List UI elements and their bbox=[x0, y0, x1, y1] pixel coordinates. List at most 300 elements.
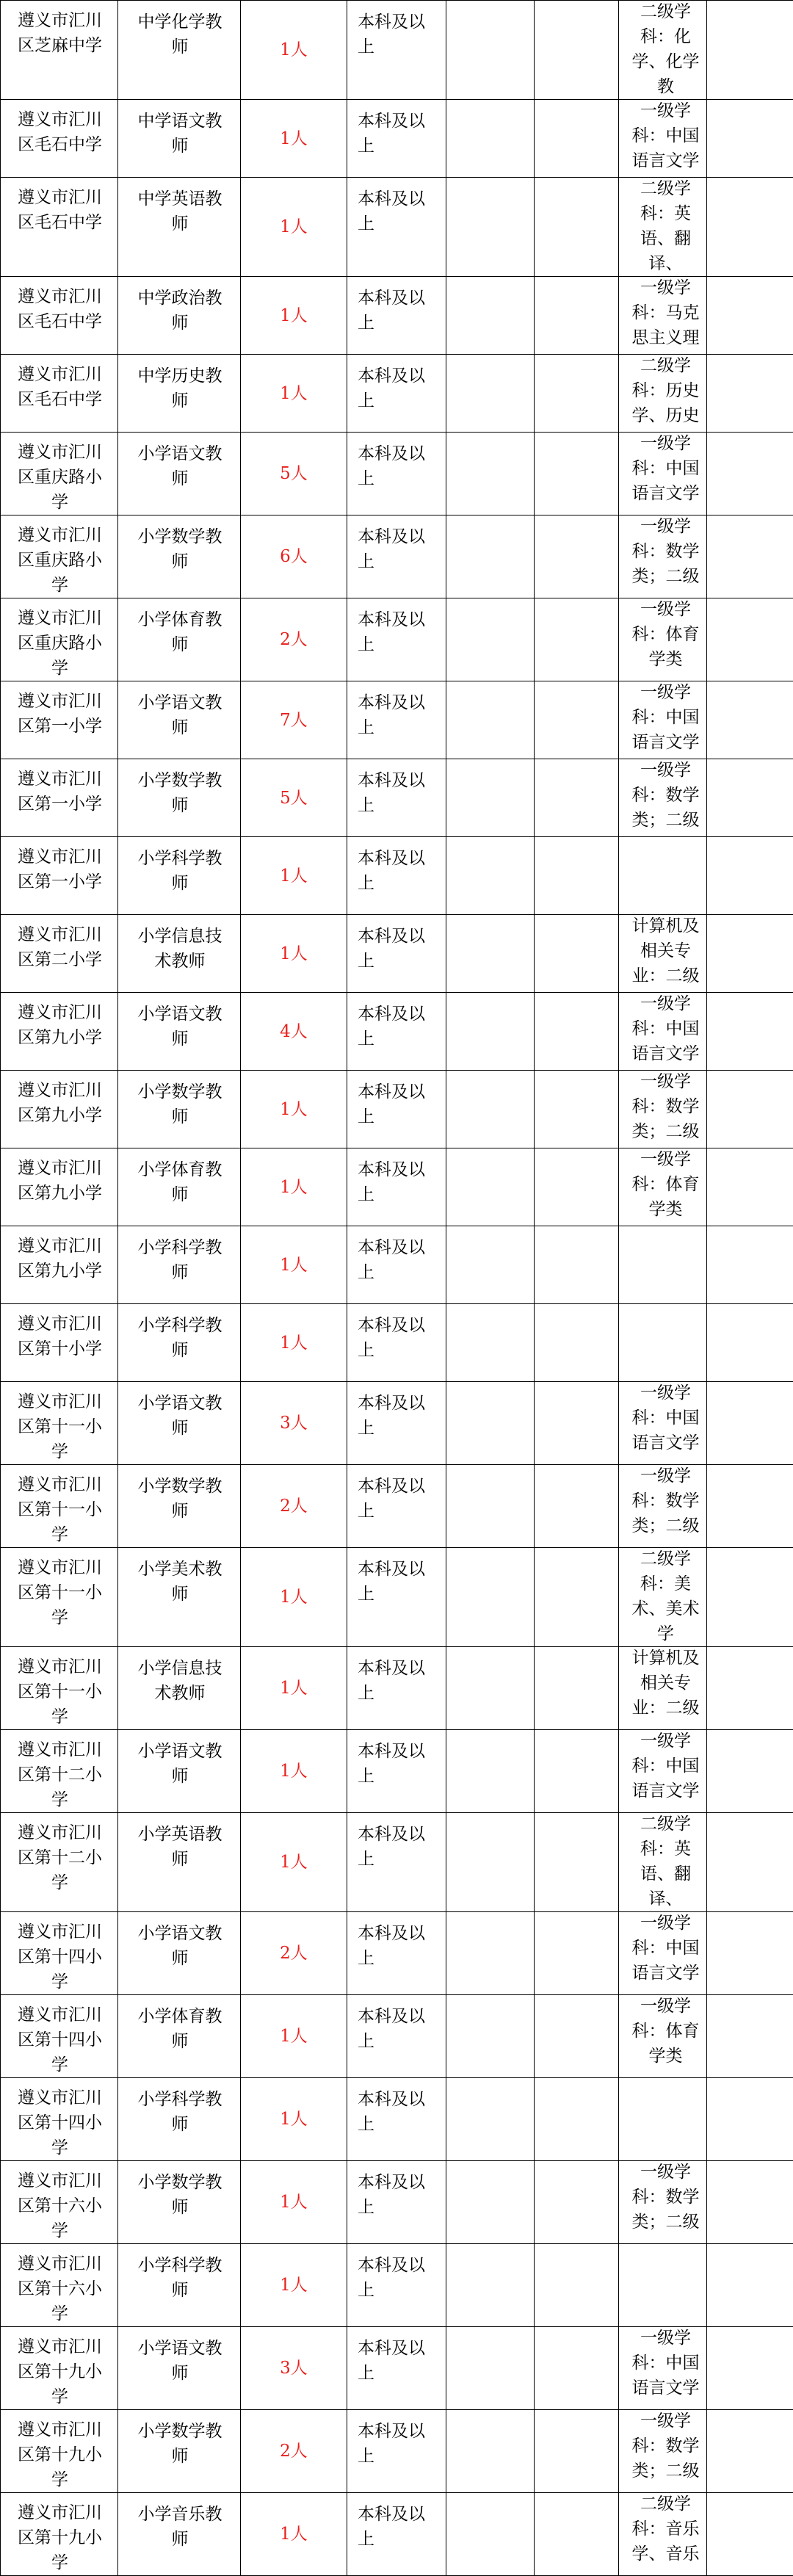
empty-cell bbox=[535, 681, 619, 759]
position-cell-text: 中学历史教师 bbox=[118, 355, 240, 413]
major-cell bbox=[619, 2078, 707, 2161]
major-cell-text: 一级学科：中国语言文学 bbox=[619, 433, 706, 506]
school-cell bbox=[1, 1382, 118, 1465]
school-cell-text: 遵义市汇川区第十四小学 bbox=[1, 1912, 117, 1994]
major-cell-text: 二级学科：英语、翻译、 bbox=[619, 1813, 706, 1911]
empty-cell bbox=[535, 277, 619, 355]
headcount-cell: 1人 bbox=[241, 1995, 347, 2078]
headcount-cell: 3人 bbox=[241, 2327, 347, 2410]
table-body bbox=[1, 1, 793, 2576]
major-cell bbox=[619, 1465, 707, 1548]
position-cell-text: 小学信息技术教师 bbox=[118, 1647, 240, 1706]
major-cell bbox=[619, 1912, 707, 1995]
school-cell bbox=[1, 1995, 118, 2078]
headcount-cell: 2人 bbox=[241, 2410, 347, 2493]
empty-cell bbox=[707, 1465, 793, 1548]
position-cell-text: 中学语文教师 bbox=[118, 100, 240, 159]
major-cell bbox=[619, 1813, 707, 1912]
empty-cell bbox=[446, 1226, 535, 1304]
empty-cell bbox=[446, 2410, 535, 2493]
education-cell bbox=[347, 598, 446, 681]
major-cell-text: 一级学科：数学类；二级 bbox=[619, 2161, 706, 2235]
major-cell-text: 二级学科：化学、化学教 bbox=[619, 1, 706, 99]
headcount-cell: 4人 bbox=[241, 993, 347, 1071]
major-cell bbox=[619, 277, 707, 355]
school-cell bbox=[1, 277, 118, 355]
headcount-cell: 1人 bbox=[241, 355, 347, 433]
table-row bbox=[1, 2078, 793, 2161]
major-cell-text: 计算机及相关专业：二级 bbox=[619, 915, 706, 988]
empty-cell bbox=[707, 277, 793, 355]
empty-cell bbox=[446, 681, 535, 759]
headcount-cell: 1人 bbox=[241, 1226, 347, 1304]
position-cell bbox=[118, 2078, 241, 2161]
major-cell-text: 一级学科：中国语言文学 bbox=[619, 1730, 706, 1803]
position-cell bbox=[118, 433, 241, 515]
education-cell-text: 本科及以上 bbox=[347, 1647, 446, 1706]
school-cell-text: 遵义市汇川区第十九小学 bbox=[1, 2493, 117, 2575]
education-cell-text: 本科及以上 bbox=[347, 355, 446, 413]
empty-cell bbox=[446, 2327, 535, 2410]
education-cell-text: 本科及以上 bbox=[347, 681, 446, 740]
major-cell bbox=[619, 598, 707, 681]
education-cell bbox=[347, 2244, 446, 2327]
education-cell-text: 本科及以上 bbox=[347, 837, 446, 896]
major-cell-text: 一级学科：数学类；二级 bbox=[619, 1465, 706, 1538]
empty-cell bbox=[535, 915, 619, 993]
position-cell bbox=[118, 1, 241, 100]
school-cell bbox=[1, 2078, 118, 2161]
position-cell bbox=[118, 1148, 241, 1226]
empty-cell bbox=[707, 1995, 793, 2078]
school-cell-text: 遵义市汇川区第十六小学 bbox=[1, 2244, 117, 2326]
education-cell-text: 本科及以上 bbox=[347, 1548, 446, 1607]
empty-cell bbox=[707, 915, 793, 993]
position-cell bbox=[118, 759, 241, 837]
empty-cell bbox=[707, 1813, 793, 1912]
position-cell-text: 小学数学教师 bbox=[118, 1071, 240, 1129]
empty-cell bbox=[446, 1382, 535, 1465]
education-cell bbox=[347, 1730, 446, 1813]
major-cell bbox=[619, 993, 707, 1071]
major-cell bbox=[619, 1647, 707, 1730]
education-cell bbox=[347, 178, 446, 277]
empty-cell bbox=[446, 2078, 535, 2161]
school-cell-text: 遵义市汇川区第十一小学 bbox=[1, 1647, 117, 1729]
school-cell bbox=[1, 2327, 118, 2410]
school-cell bbox=[1, 993, 118, 1071]
empty-cell bbox=[535, 1, 619, 100]
major-cell bbox=[619, 1548, 707, 1647]
headcount-cell: 1人 bbox=[241, 1, 347, 100]
empty-cell bbox=[446, 433, 535, 515]
empty-cell bbox=[446, 355, 535, 433]
school-cell-text: 遵义市汇川区第二小学 bbox=[1, 915, 117, 972]
school-cell-text: 遵义市汇川区第十二小学 bbox=[1, 1730, 117, 1812]
school-cell-text: 遵义市汇川区第十四小学 bbox=[1, 2078, 117, 2160]
major-cell-text: 一级学科：中国语言文学 bbox=[619, 100, 706, 173]
position-cell bbox=[118, 2327, 241, 2410]
position-cell bbox=[118, 2244, 241, 2327]
school-cell-text: 遵义市汇川区芝麻中学 bbox=[1, 1, 117, 58]
empty-cell bbox=[535, 1647, 619, 1730]
education-cell bbox=[347, 837, 446, 915]
major-cell-text: 一级学科：数学类；二级 bbox=[619, 2410, 706, 2483]
school-cell bbox=[1, 515, 118, 598]
headcount-cell: 7人 bbox=[241, 681, 347, 759]
education-cell-text: 本科及以上 bbox=[347, 2410, 446, 2469]
headcount-cell: 1人 bbox=[241, 2161, 347, 2244]
education-cell-text: 本科及以上 bbox=[347, 598, 446, 657]
major-cell bbox=[619, 2493, 707, 2576]
position-cell-text: 小学科学教师 bbox=[118, 2244, 240, 2303]
major-cell bbox=[619, 1071, 707, 1148]
major-cell bbox=[619, 515, 707, 598]
table-row bbox=[1, 1148, 793, 1226]
major-cell-text: 一级学科：体育学类 bbox=[619, 1148, 706, 1222]
education-cell-text: 本科及以上 bbox=[347, 759, 446, 818]
education-cell-text: 本科及以上 bbox=[347, 1912, 446, 1971]
position-cell bbox=[118, 178, 241, 277]
position-cell bbox=[118, 993, 241, 1071]
education-cell-text: 本科及以上 bbox=[347, 2078, 446, 2137]
table-row bbox=[1, 1995, 793, 2078]
education-cell bbox=[347, 433, 446, 515]
education-cell bbox=[347, 759, 446, 837]
major-cell-text: 一级学科：中国语言文学 bbox=[619, 1382, 706, 1455]
empty-cell bbox=[707, 1, 793, 100]
school-cell-text: 遵义市汇川区第十一小学 bbox=[1, 1465, 117, 1547]
education-cell bbox=[347, 1465, 446, 1548]
major-cell bbox=[619, 837, 707, 915]
education-cell-text: 本科及以上 bbox=[347, 1304, 446, 1363]
headcount-cell: 2人 bbox=[241, 598, 347, 681]
headcount-cell: 1人 bbox=[241, 1071, 347, 1148]
position-cell bbox=[118, 1226, 241, 1304]
table-row bbox=[1, 1813, 793, 1912]
table-row bbox=[1, 2161, 793, 2244]
headcount-cell: 1人 bbox=[241, 178, 347, 277]
position-cell bbox=[118, 1071, 241, 1148]
major-cell bbox=[619, 1382, 707, 1465]
education-cell-text: 本科及以上 bbox=[347, 2493, 446, 2552]
school-cell-text: 遵义市汇川区毛石中学 bbox=[1, 178, 117, 235]
education-cell bbox=[347, 515, 446, 598]
major-cell bbox=[619, 1995, 707, 2078]
education-cell bbox=[347, 2410, 446, 2493]
school-cell bbox=[1, 759, 118, 837]
school-cell-text: 遵义市汇川区第一小学 bbox=[1, 759, 117, 817]
position-cell bbox=[118, 2493, 241, 2576]
empty-cell bbox=[707, 837, 793, 915]
position-cell-text: 小学语文教师 bbox=[118, 433, 240, 491]
table-row bbox=[1, 1071, 793, 1148]
empty-cell bbox=[446, 277, 535, 355]
school-cell-text: 遵义市汇川区第九小学 bbox=[1, 1226, 117, 1284]
headcount-cell: 1人 bbox=[241, 1304, 347, 1382]
table-row bbox=[1, 2410, 793, 2493]
school-cell bbox=[1, 1, 118, 100]
position-cell-text: 中学化学教师 bbox=[118, 1, 240, 59]
empty-cell bbox=[535, 1813, 619, 1912]
empty-cell bbox=[446, 993, 535, 1071]
position-cell bbox=[118, 681, 241, 759]
position-cell-text: 小学语文教师 bbox=[118, 681, 240, 740]
school-cell bbox=[1, 355, 118, 433]
position-cell-text: 小学数学教师 bbox=[118, 2410, 240, 2469]
school-cell bbox=[1, 1148, 118, 1226]
major-cell bbox=[619, 355, 707, 433]
major-cell bbox=[619, 759, 707, 837]
empty-cell bbox=[446, 1813, 535, 1912]
headcount-cell: 1人 bbox=[241, 915, 347, 993]
empty-cell bbox=[535, 100, 619, 178]
table-row bbox=[1, 1382, 793, 1465]
empty-cell bbox=[446, 515, 535, 598]
position-cell-text: 小学数学教师 bbox=[118, 515, 240, 574]
headcount-cell: 1人 bbox=[241, 1730, 347, 1813]
table-row bbox=[1, 433, 793, 515]
empty-cell bbox=[446, 1995, 535, 2078]
table-row bbox=[1, 759, 793, 837]
position-cell-text: 小学语文教师 bbox=[118, 993, 240, 1052]
empty-cell bbox=[707, 1382, 793, 1465]
headcount-cell: 1人 bbox=[241, 837, 347, 915]
headcount-cell: 2人 bbox=[241, 1465, 347, 1548]
empty-cell bbox=[446, 1071, 535, 1148]
position-cell bbox=[118, 598, 241, 681]
school-cell-text: 遵义市汇川区第九小学 bbox=[1, 993, 117, 1050]
headcount-cell: 1人 bbox=[241, 277, 347, 355]
education-cell bbox=[347, 1813, 446, 1912]
empty-cell bbox=[707, 1148, 793, 1226]
position-cell-text: 小学科学教师 bbox=[118, 2078, 240, 2137]
empty-cell bbox=[446, 1148, 535, 1226]
empty-cell bbox=[535, 2327, 619, 2410]
position-cell bbox=[118, 355, 241, 433]
position-cell bbox=[118, 1304, 241, 1382]
headcount-cell: 1人 bbox=[241, 1813, 347, 1912]
education-cell bbox=[347, 1, 446, 100]
education-cell bbox=[347, 2161, 446, 2244]
table-row bbox=[1, 1, 793, 100]
position-cell bbox=[118, 277, 241, 355]
empty-cell bbox=[707, 1071, 793, 1148]
school-cell-text: 遵义市汇川区第十一小学 bbox=[1, 1382, 117, 1464]
position-cell-text: 小学科学教师 bbox=[118, 1226, 240, 1285]
school-cell bbox=[1, 837, 118, 915]
empty-cell bbox=[535, 2410, 619, 2493]
empty-cell bbox=[535, 1995, 619, 2078]
school-cell bbox=[1, 598, 118, 681]
empty-cell bbox=[535, 1730, 619, 1813]
empty-cell bbox=[535, 2244, 619, 2327]
table-row bbox=[1, 178, 793, 277]
school-cell bbox=[1, 1912, 118, 1995]
empty-cell bbox=[446, 1730, 535, 1813]
empty-cell bbox=[446, 759, 535, 837]
school-cell-text: 遵义市汇川区毛石中学 bbox=[1, 100, 117, 157]
school-cell bbox=[1, 1813, 118, 1912]
empty-cell bbox=[446, 837, 535, 915]
education-cell bbox=[347, 1382, 446, 1465]
education-cell-text: 本科及以上 bbox=[347, 2161, 446, 2220]
empty-cell bbox=[707, 1226, 793, 1304]
school-cell-text: 遵义市汇川区第九小学 bbox=[1, 1071, 117, 1128]
empty-cell bbox=[707, 2078, 793, 2161]
table-row bbox=[1, 1226, 793, 1304]
school-cell-text: 遵义市汇川区第十小学 bbox=[1, 1304, 117, 1361]
major-cell-text: 二级学科：美术、美术学 bbox=[619, 1548, 706, 1646]
position-cell bbox=[118, 1548, 241, 1647]
education-cell-text: 本科及以上 bbox=[347, 515, 446, 574]
school-cell-text: 遵义市汇川区第九小学 bbox=[1, 1148, 117, 1206]
empty-cell bbox=[535, 837, 619, 915]
education-cell-text: 本科及以上 bbox=[347, 433, 446, 491]
school-cell bbox=[1, 2493, 118, 2576]
empty-cell bbox=[535, 515, 619, 598]
education-cell bbox=[347, 915, 446, 993]
empty-cell bbox=[446, 2244, 535, 2327]
empty-cell bbox=[707, 433, 793, 515]
table-row bbox=[1, 837, 793, 915]
position-cell-text: 小学语文教师 bbox=[118, 2327, 240, 2386]
empty-cell bbox=[446, 1912, 535, 1995]
empty-cell bbox=[446, 178, 535, 277]
education-cell bbox=[347, 1071, 446, 1148]
position-cell-text: 中学英语教师 bbox=[118, 178, 240, 236]
empty-cell bbox=[707, 598, 793, 681]
position-cell bbox=[118, 1912, 241, 1995]
major-cell-text: 二级学科：音乐学、音乐 bbox=[619, 2493, 706, 2566]
empty-cell bbox=[707, 2410, 793, 2493]
education-cell bbox=[347, 1548, 446, 1647]
empty-cell bbox=[535, 355, 619, 433]
position-cell-text: 小学语文教师 bbox=[118, 1382, 240, 1441]
position-cell-text: 小学体育教师 bbox=[118, 1148, 240, 1207]
position-cell-text: 小学科学教师 bbox=[118, 1304, 240, 1363]
school-cell bbox=[1, 1730, 118, 1813]
major-cell bbox=[619, 2161, 707, 2244]
position-cell bbox=[118, 100, 241, 178]
education-cell bbox=[347, 1912, 446, 1995]
empty-cell bbox=[535, 993, 619, 1071]
major-cell-text: 一级学科：马克思主义理 bbox=[619, 277, 706, 350]
education-cell-text: 本科及以上 bbox=[347, 1226, 446, 1285]
school-cell-text: 遵义市汇川区第十四小学 bbox=[1, 1995, 117, 2077]
headcount-cell: 6人 bbox=[241, 515, 347, 598]
school-cell-text: 遵义市汇川区第十九小学 bbox=[1, 2410, 117, 2492]
major-cell bbox=[619, 2410, 707, 2493]
table-row bbox=[1, 2493, 793, 2576]
position-cell-text: 小学美术教师 bbox=[118, 1548, 240, 1607]
empty-cell bbox=[707, 1548, 793, 1647]
empty-cell bbox=[535, 1382, 619, 1465]
table-row bbox=[1, 1647, 793, 1730]
school-cell bbox=[1, 1304, 118, 1382]
position-cell-text: 小学科学教师 bbox=[118, 837, 240, 896]
table-row bbox=[1, 515, 793, 598]
position-cell bbox=[118, 2410, 241, 2493]
school-cell-text: 遵义市汇川区第一小学 bbox=[1, 837, 117, 894]
empty-cell bbox=[707, 2161, 793, 2244]
major-cell-text: 一级学科：体育学类 bbox=[619, 598, 706, 672]
education-cell bbox=[347, 681, 446, 759]
education-cell-text: 本科及以上 bbox=[347, 2327, 446, 2386]
empty-cell bbox=[707, 2327, 793, 2410]
table-row bbox=[1, 2327, 793, 2410]
school-cell-text: 遵义市汇川区第十一小学 bbox=[1, 1548, 117, 1630]
position-cell-text: 小学数学教师 bbox=[118, 2161, 240, 2220]
school-cell bbox=[1, 2410, 118, 2493]
empty-cell bbox=[707, 515, 793, 598]
school-cell bbox=[1, 1647, 118, 1730]
empty-cell bbox=[535, 759, 619, 837]
school-cell bbox=[1, 100, 118, 178]
empty-cell bbox=[446, 100, 535, 178]
major-cell bbox=[619, 1226, 707, 1304]
empty-cell bbox=[446, 1, 535, 100]
empty-cell bbox=[707, 2493, 793, 2576]
education-cell-text: 本科及以上 bbox=[347, 1071, 446, 1129]
empty-cell bbox=[707, 100, 793, 178]
empty-cell bbox=[446, 1647, 535, 1730]
position-cell bbox=[118, 837, 241, 915]
school-cell bbox=[1, 1071, 118, 1148]
school-cell-text: 遵义市汇川区毛石中学 bbox=[1, 277, 117, 334]
table-row bbox=[1, 1730, 793, 1813]
education-cell bbox=[347, 1148, 446, 1226]
education-cell-text: 本科及以上 bbox=[347, 993, 446, 1052]
empty-cell bbox=[707, 993, 793, 1071]
major-cell-text: 二级学科：历史学、历史 bbox=[619, 355, 706, 428]
major-cell bbox=[619, 915, 707, 993]
empty-cell bbox=[535, 598, 619, 681]
position-cell-text: 小学英语教师 bbox=[118, 1813, 240, 1872]
major-cell-text: 一级学科：体育学类 bbox=[619, 1995, 706, 2069]
position-cell-text: 小学音乐教师 bbox=[118, 2493, 240, 2552]
major-cell bbox=[619, 1730, 707, 1813]
major-cell bbox=[619, 100, 707, 178]
education-cell bbox=[347, 993, 446, 1071]
major-cell-text: 一级学科：中国语言文学 bbox=[619, 993, 706, 1066]
position-cell bbox=[118, 1995, 241, 2078]
major-cell bbox=[619, 2244, 707, 2327]
major-cell-text: 二级学科：英语、翻译、 bbox=[619, 178, 706, 276]
school-cell bbox=[1, 2161, 118, 2244]
position-cell bbox=[118, 1813, 241, 1912]
empty-cell bbox=[446, 1304, 535, 1382]
headcount-cell: 5人 bbox=[241, 759, 347, 837]
education-cell-text: 本科及以上 bbox=[347, 1813, 446, 1872]
education-cell-text: 本科及以上 bbox=[347, 915, 446, 974]
headcount-cell: 1人 bbox=[241, 2244, 347, 2327]
major-cell-text: 一级学科：数学类；二级 bbox=[619, 1071, 706, 1144]
education-cell bbox=[347, 1995, 446, 2078]
education-cell bbox=[347, 100, 446, 178]
position-cell bbox=[118, 515, 241, 598]
major-cell bbox=[619, 433, 707, 515]
empty-cell bbox=[446, 598, 535, 681]
empty-cell bbox=[535, 1071, 619, 1148]
school-cell-text: 遵义市汇川区第十二小学 bbox=[1, 1813, 117, 1895]
headcount-cell: 5人 bbox=[241, 433, 347, 515]
education-cell-text: 本科及以上 bbox=[347, 1730, 446, 1789]
education-cell-text: 本科及以上 bbox=[347, 2244, 446, 2303]
education-cell-text: 本科及以上 bbox=[347, 1995, 446, 2054]
education-cell bbox=[347, 2327, 446, 2410]
position-cell-text: 小学体育教师 bbox=[118, 598, 240, 657]
